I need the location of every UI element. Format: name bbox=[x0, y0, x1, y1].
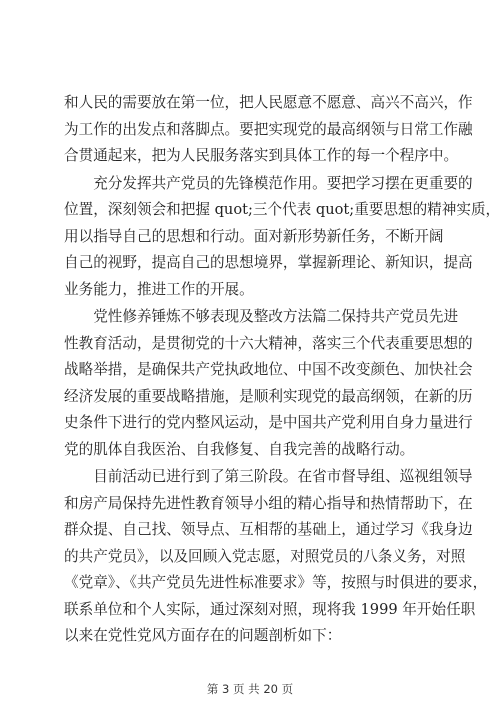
text-line: 党性修养锤炼不够表现及整改方法篇二保持共产党员先进 bbox=[64, 308, 459, 325]
text-line: 群众提、自己找、领导点、互相帮的基础上，通过学习《我身边 bbox=[64, 521, 473, 538]
text-line: 联系单位和个人实际，通过深刻对照，现将我 1999 年开始任职 bbox=[64, 600, 476, 618]
page-number-footer: 第 3 页 共 20 页 bbox=[206, 682, 294, 696]
text-line: 经济发展的重要战略措施，是顺利实现党的最高纲领，在新的历 bbox=[64, 387, 473, 405]
text-line: 为工作的出发点和落脚点。要把实现党的最高纲领与日常工作融 bbox=[64, 120, 473, 138]
text-line: 战略举措，是确保共产党执政地位、中国不改变颜色、加快社会 bbox=[64, 361, 473, 378]
text-line: 自己的视野，提高自己的思想境界，掌握新理论、新知识，提高 bbox=[64, 254, 473, 271]
text-line: 用以指导自己的思想和行动。面对新形势新任务，不断开阔 bbox=[64, 227, 444, 245]
text-line: 党的肌体自我医治、自我修复、自我完善的战略行动。 bbox=[64, 440, 415, 458]
paragraph bbox=[64, 171, 500, 304]
text-line: 位置，深刻领会和把握 quot;三个代表 quot;重要思想的精神实质， bbox=[64, 201, 500, 218]
text-line: 的共产党员》，以及回顾入党志愿，对照党员的八条义务，对照 bbox=[64, 547, 466, 565]
text-line: 充分发挥共产党员的先锋模范作用。要把学习摆在更重要的 bbox=[64, 174, 473, 192]
paragraph bbox=[64, 304, 473, 463]
text-line: 合贯通起来，把为人民服务落实到具体工作的每一个程序中。 bbox=[64, 147, 459, 164]
document-body bbox=[64, 90, 500, 650]
text-line: 性教育活动，是贯彻党的十六大精神，落实三个代表重要思想的 bbox=[64, 334, 473, 352]
text-line: 《党章》、《共产党员先进性标准要求》等，按照与时俱进的要求， bbox=[64, 574, 488, 591]
text-line: 业务能力，推进工作的开展。 bbox=[64, 280, 254, 298]
paragraph bbox=[64, 464, 488, 650]
text-line: 史条件下进行的党内整风运动，是中国共产党利用自身力量进行 bbox=[64, 414, 473, 431]
text-line: 和人民的需要放在第一位，把人民愿意不愿意、高兴不高兴，作 bbox=[64, 94, 473, 111]
text-line: 和房产局保持先进性教育领导小组的精心指导和热情帮助下，在 bbox=[64, 494, 473, 512]
text-line: 目前活动已进行到了第三阶段。在省市督导组、巡视组领导 bbox=[64, 468, 473, 485]
paragraph bbox=[64, 90, 473, 170]
text-line: 以来在党性党风方面存在的问题剖析如下： bbox=[64, 627, 342, 644]
